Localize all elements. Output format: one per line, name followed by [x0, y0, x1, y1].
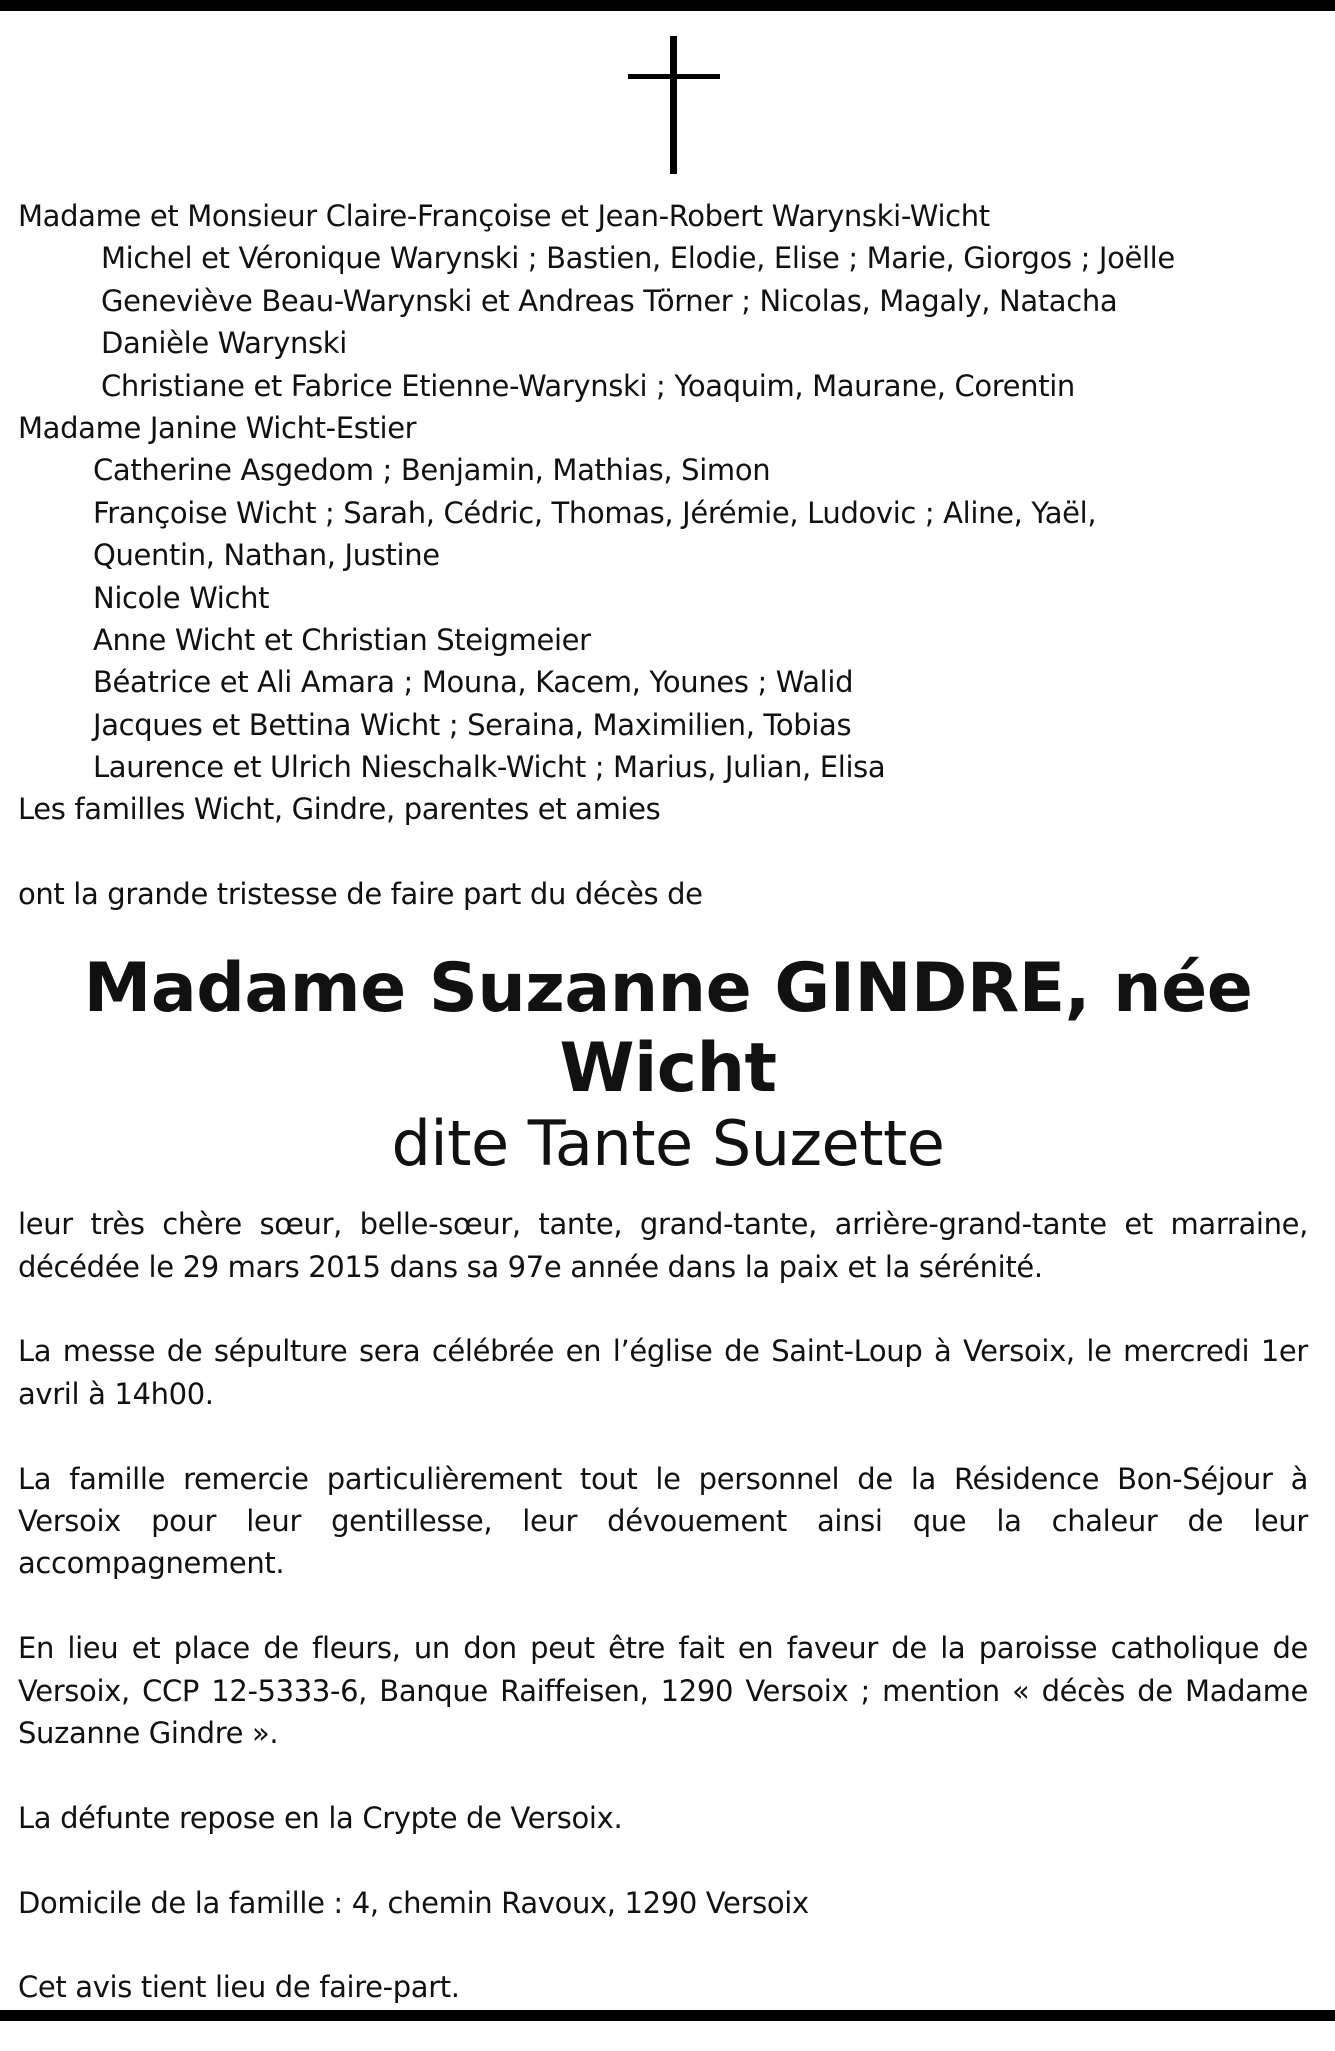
family-member: Jacques et Bettina Wicht ; Seraina, Maximilien, Tobias — [93, 707, 852, 742]
deceased-block — [18, 949, 1318, 1179]
family-member: Christiane et Fabrice Etienne-Warynski ; Yoaquim, Maurane, Corentin — [101, 368, 1075, 403]
donation-paragraph: En lieu et place de fleurs, un don peut être fait en faveur de la paroisse catholique de Versoix, CCP 12-5333-6, Banque Raiffeisen, 1290 Versoix ; mention « décès de Madame Suzanne Gindre ». — [18, 1631, 1308, 1751]
cross-icon — [628, 36, 720, 174]
family-group — [18, 195, 1318, 407]
family-member: Anne Wicht et Christian Steigmeier — [93, 622, 591, 657]
funeral-mass-paragraph: La messe de sépulture sera célébrée en l’église de Saint-Loup à Versoix, le mercredi 1er avril à 14h00. — [18, 1334, 1308, 1411]
family-group — [18, 407, 1318, 789]
top-border — [0, 0, 1335, 11]
family-head: Madame Janine Wicht-Estier — [18, 410, 417, 445]
family-address-paragraph: Domicile de la famille : 4, chemin Ravoux, 1290 Versoix — [18, 1885, 809, 1920]
family-member: Catherine Asgedom ; Benjamin, Mathias, Simon — [93, 453, 771, 488]
family-member: Laurence et Ulrich Nieschalk-Wicht ; Marius, Julian, Elisa — [93, 750, 886, 785]
deceased-nickname: dite Tante Suzette — [391, 1107, 945, 1181]
family-member: Danièle Warynski — [101, 326, 347, 361]
thanks-paragraph: La famille remercie particulièrement tout le personnel de la Résidence Bon-Séjour à Versoix pour leur gentillesse, leur dévouement ainsi que la chaleur de leur accompagnement. — [18, 1461, 1308, 1581]
resting-place-paragraph: La défunte repose en la Crypte de Versoix. — [18, 1800, 623, 1835]
family-closing: Les familles Wicht, Gindre, parentes et amies — [18, 792, 661, 827]
family-member: Michel et Véronique Warynski ; Bastien, Elodie, Elise ; Marie, Giorgos ; Joëlle — [101, 241, 1175, 276]
bottom-border — [0, 2010, 1335, 2021]
family-member: Geneviève Beau-Warynski et Andreas Törner ; Nicolas, Magaly, Natacha — [101, 283, 1118, 318]
family-member: Quentin, Nathan, Justine — [93, 538, 440, 573]
obituary-body — [18, 195, 1318, 2051]
family-member: Françoise Wicht ; Sarah, Cédric, Thomas, Jérémie, Ludovic ; Aline, Yaël, — [93, 495, 1097, 530]
family-member: Nicole Wicht — [93, 580, 270, 615]
tribute-paragraph: leur très chère sœur, belle-sœur, tante, grand-tante, arrière-grand-tante et marraine, décédée le 29 mars 2015 dans sa 97e année dans la paix et la sérénité. — [18, 1207, 1308, 1284]
family-member: Béatrice et Ali Amara ; Mouna, Kacem, Younes ; Walid — [93, 665, 854, 700]
family-head: Madame et Monsieur Claire-Françoise et Jean-Robert Warynski-Wicht — [18, 199, 990, 233]
deceased-name: Madame Suzanne GINDRE, née Wicht — [83, 949, 1253, 1109]
notice-paragraph: Cet avis tient lieu de faire-part. — [18, 1970, 460, 2005]
announcement-text: ont la grande tristesse de faire part du décès de — [18, 876, 703, 911]
